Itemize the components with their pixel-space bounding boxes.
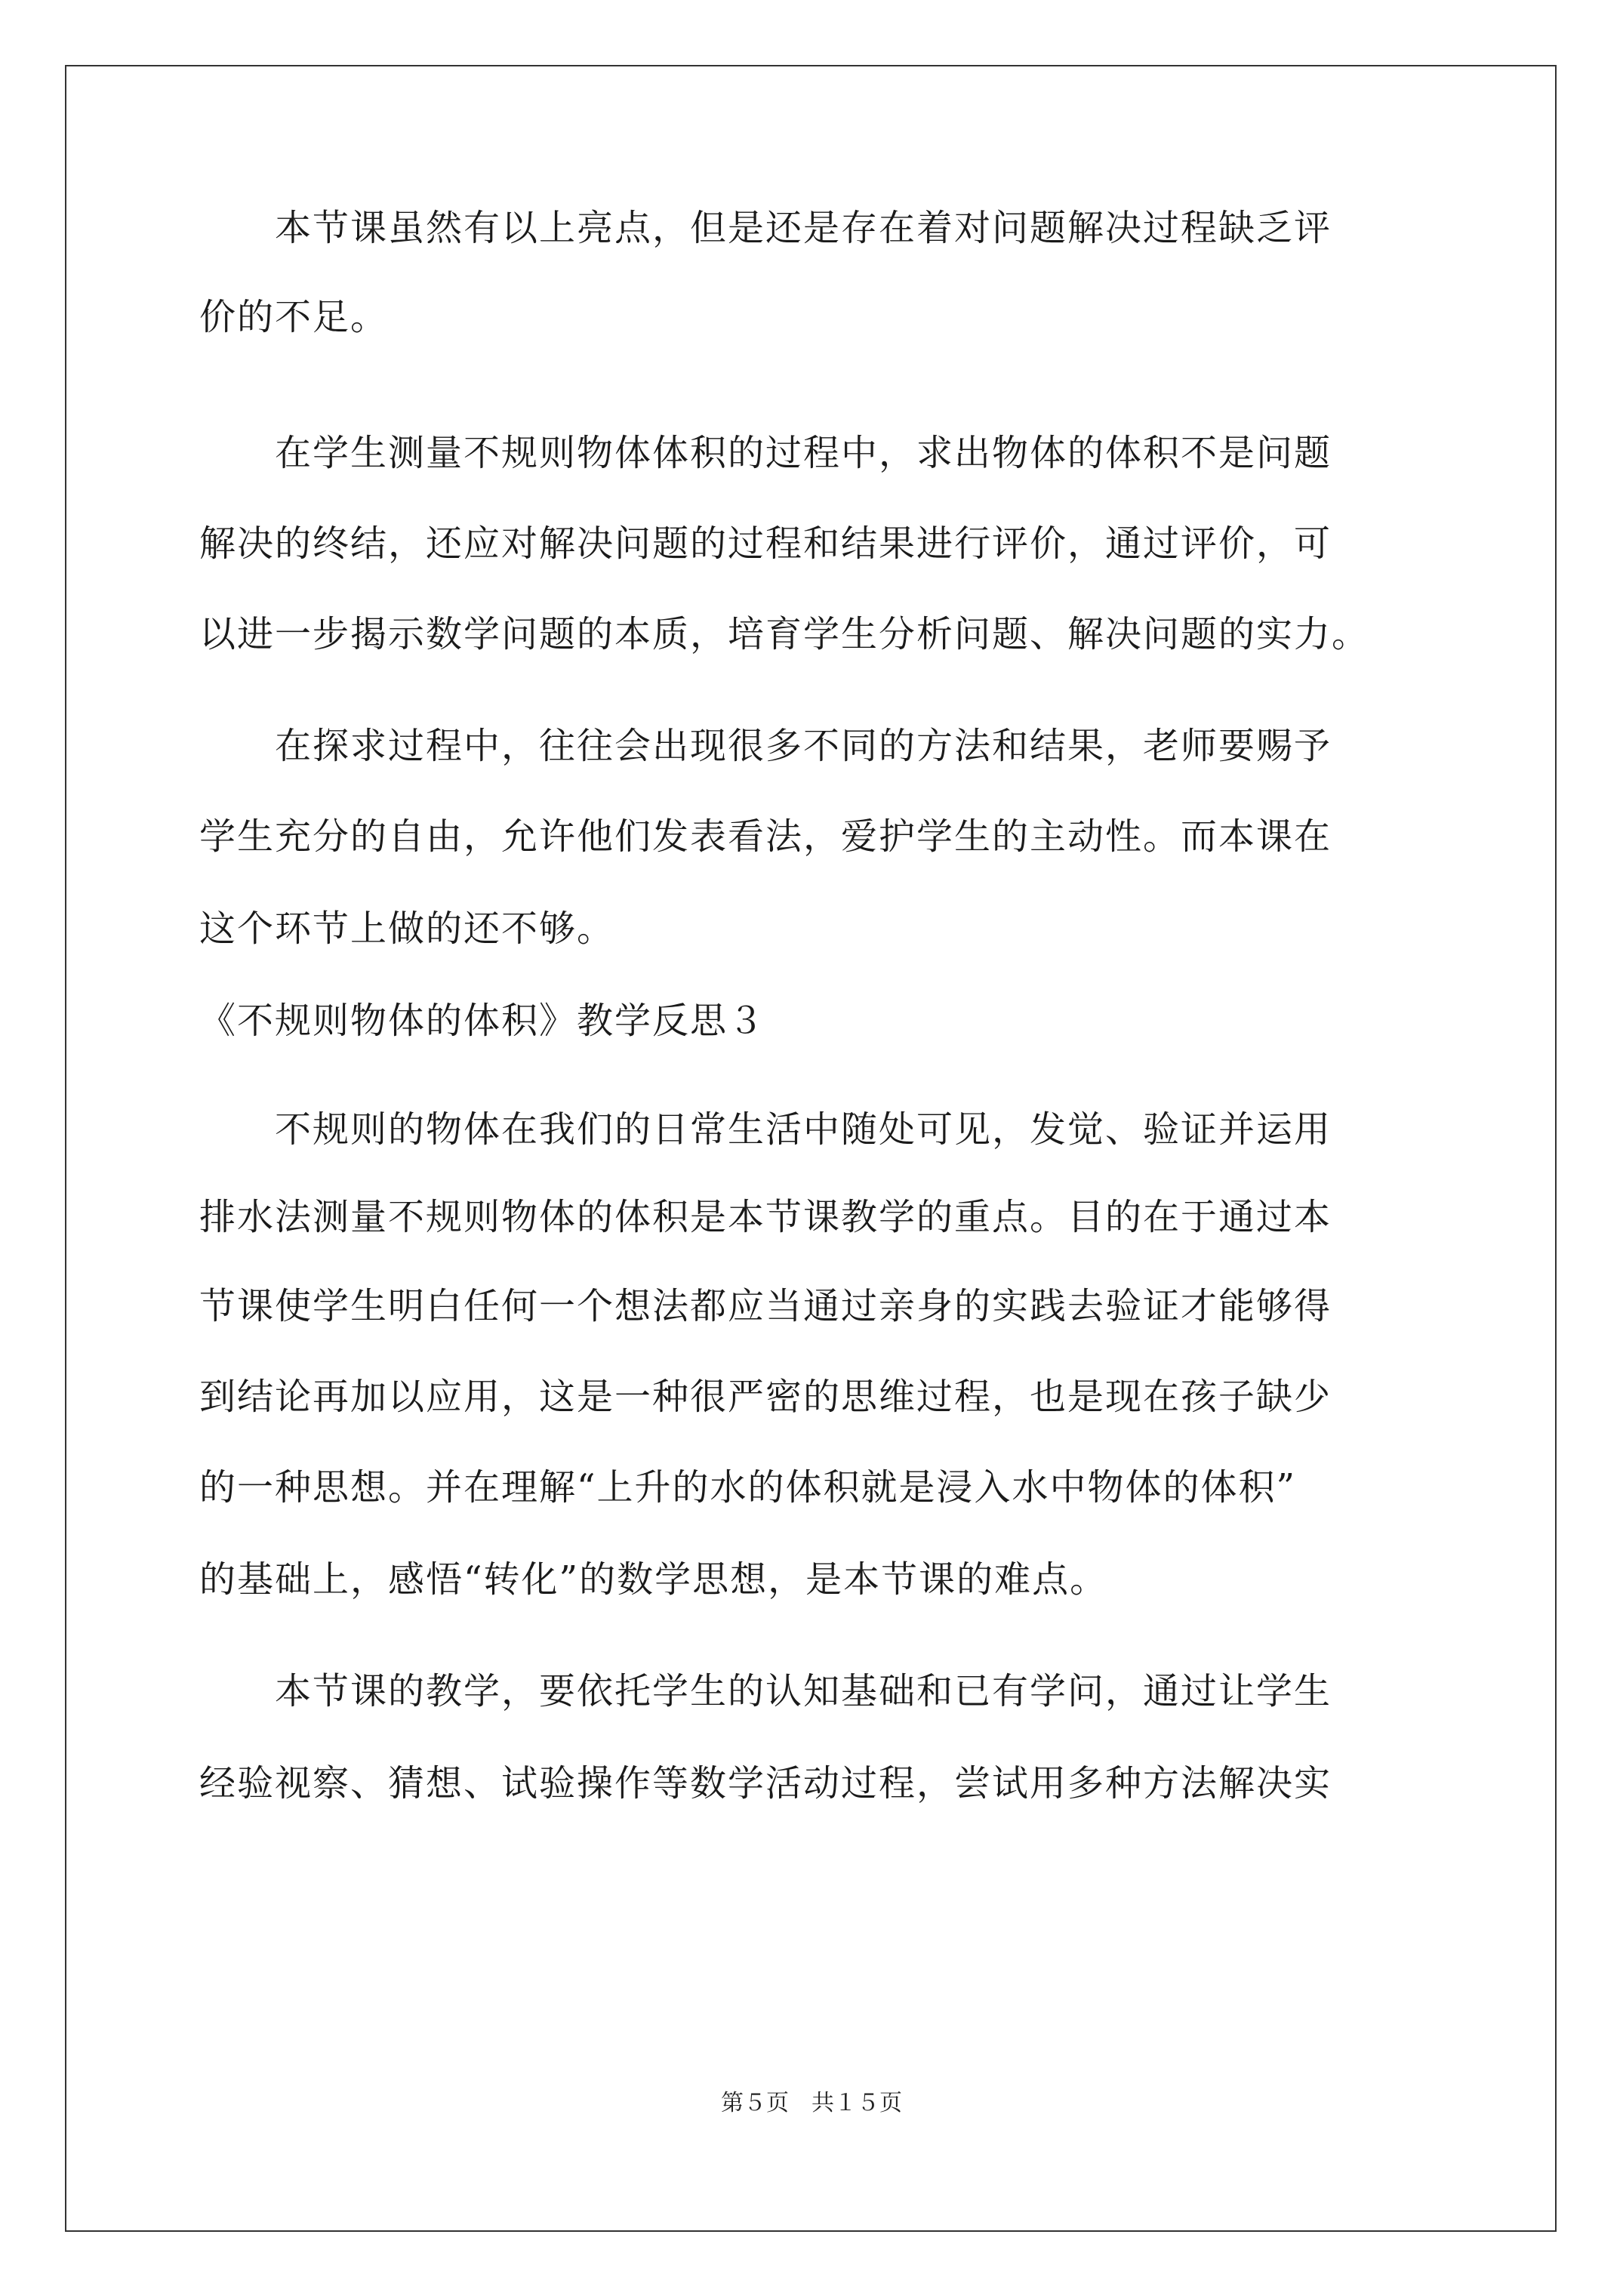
page-number: 第５页 共１５页 — [721, 2090, 902, 2116]
text-line: 排水法测量不规则物体的体积是本节课教学的重点。目的在于通过本 — [199, 1196, 1332, 1238]
text-line: 以进一步揭示数学问题的本质，培育学生分析问题、解决问题的实力。 — [199, 613, 1370, 655]
text-line: 本节课虽然有以上亮点，但是还是存在着对问题解决过程缺乏评 — [199, 207, 1332, 249]
text-line: 学生充分的自由，允许他们发表看法，爱护学生的主动性。而本课在 — [199, 815, 1332, 858]
text-line: 不规则的物体在我们的日常生活中随处可见，发觉、验证并运用 — [199, 1108, 1332, 1151]
text-line: 经验视察、猜想、试验操作等数学活动过程，尝试用多种方法解决实 — [199, 1762, 1332, 1804]
text-line: 本节课的教学，要依托学生的认知基础和已有学问，通过让学生 — [199, 1670, 1332, 1712]
text-line: 的基础上，感悟“转化”的数学思想，是本节课的难点。 — [199, 1558, 1108, 1601]
text-line: 节课使学生明白任何一个想法都应当通过亲身的实践去验证才能够得 — [199, 1285, 1332, 1327]
text-line: 这个环节上做的还不够。 — [199, 908, 615, 950]
section-heading: 《不规则物体的体积》教学反思３ — [199, 1000, 766, 1042]
text-line: 在学生测量不规则物体体积的过程中，求出物体的体积不是问题 — [199, 432, 1332, 474]
text-line: 的一种思想。并在理解“上升的水的体积就是浸入水中物体的体积” — [199, 1466, 1297, 1509]
text-line: 价的不足。 — [199, 296, 389, 338]
text-line: 到结论再加以应用，这是一种很严密的思维过程，也是现在孩子缺少 — [199, 1376, 1332, 1418]
text-line: 在探求过程中，往往会出现很多不同的方法和结果，老师要赐予 — [199, 725, 1332, 767]
text-line: 解决的终结，还应对解决问题的过程和结果进行评价，通过评价，可 — [199, 522, 1332, 565]
